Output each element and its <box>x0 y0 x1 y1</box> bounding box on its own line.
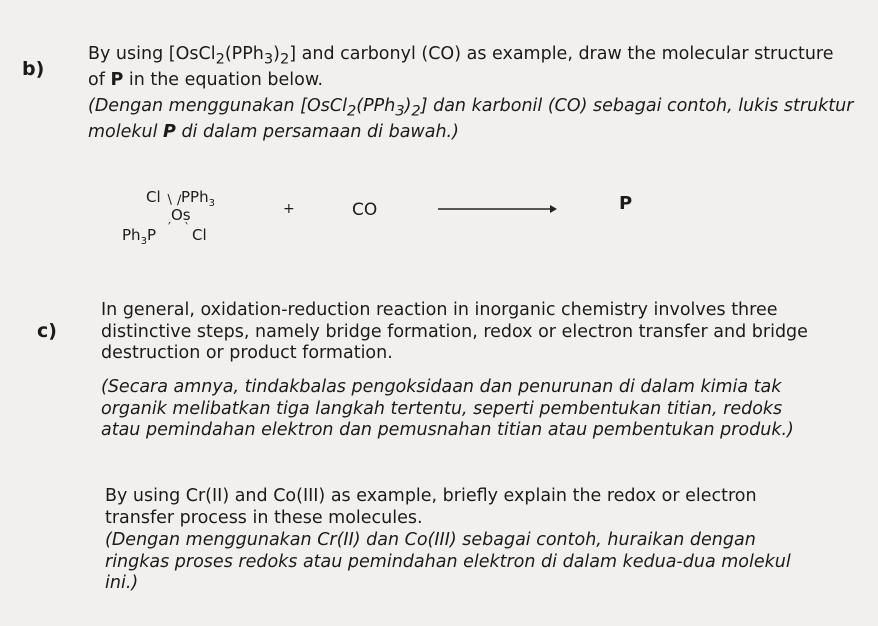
question-c-my-line-3: atau pemindahan elektron dan pemusnahan titian atau pembentukan produk.) <box>101 420 794 440</box>
question-c-malay-2 <box>105 530 840 595</box>
osmium-label: Os <box>171 206 191 224</box>
question-b-my-line-2: molekul P di dalam persamaan di bawah.) <box>88 122 459 142</box>
question-c-my2-line-2: ringkas proses redoks atau pemindahan elektron di dalam kedua-dua molekul <box>105 551 791 572</box>
question-c-label: c) <box>37 320 57 342</box>
question-c-english-1 <box>101 300 836 365</box>
bond-os-p: ′ <box>168 221 171 236</box>
question-b-label: b) <box>22 58 45 80</box>
question-c-en2-line-2: transfer process in these molecules. <box>105 507 423 528</box>
carbonyl-label: CO <box>352 200 378 220</box>
chlorine-top-label: Cl <box>146 188 161 206</box>
plus-sign: + <box>283 201 295 217</box>
question-c-english-2 <box>105 486 840 529</box>
ph3p-bottom-label: $Ph_3P$ <box>122 226 156 247</box>
question-c-en-line-1: In general, oxidation-reduction reaction in inorganic chemistry involves three <box>101 300 778 320</box>
bond-pph3-os: ∕ <box>177 193 182 208</box>
pph3-top-label: PPh$_3$ <box>181 188 215 209</box>
question-b-my-line-1: (Dengan menggunakan $[OsCl_2(PPh_3)_2]$ dan karbonil (CO) sebagai contoh, lukis struktur <box>88 96 854 120</box>
question-c-en-line-3: destruction or product formation. <box>101 343 393 363</box>
chlorine-bottom-label: Cl <box>192 226 207 244</box>
question-c-my2-line-3: ini.) <box>105 573 139 593</box>
question-b-en-line-1: By using $[OsCl_2(PPh_3)_2]$ and carbonyl (CO) as example, draw the molecular structure <box>88 44 834 68</box>
product-p-label: P <box>619 193 633 214</box>
bond-os-cl: ‵ <box>185 221 188 236</box>
question-b-en-line-2: of P in the equation below. <box>88 70 324 90</box>
question-c-my2-line-1: (Dengan menggunakan Cr(II) dan Co(III) sebagai contoh, huraikan dengan <box>105 530 756 550</box>
question-c-en2-line-1: By using Cr(II) and Co(III) as example, briefly explain the redox or electron <box>105 486 757 506</box>
reaction-arrow <box>438 203 558 215</box>
bond-cl-os: ∖ <box>165 193 174 208</box>
question-c-malay-1 <box>101 377 836 442</box>
question-c-my-line-1: (Secara amnya, tindakbalas pengoksidaan dan penurunan di dalam kimia tak <box>101 377 782 397</box>
question-c-en-line-2: distinctive steps, namely bridge formation, redox or electron transfer and bridge <box>101 321 808 342</box>
question-c-my-line-2: organik melibatkan tiga langkah tertentu, seperti pembentukan titian, redoks <box>101 398 783 419</box>
